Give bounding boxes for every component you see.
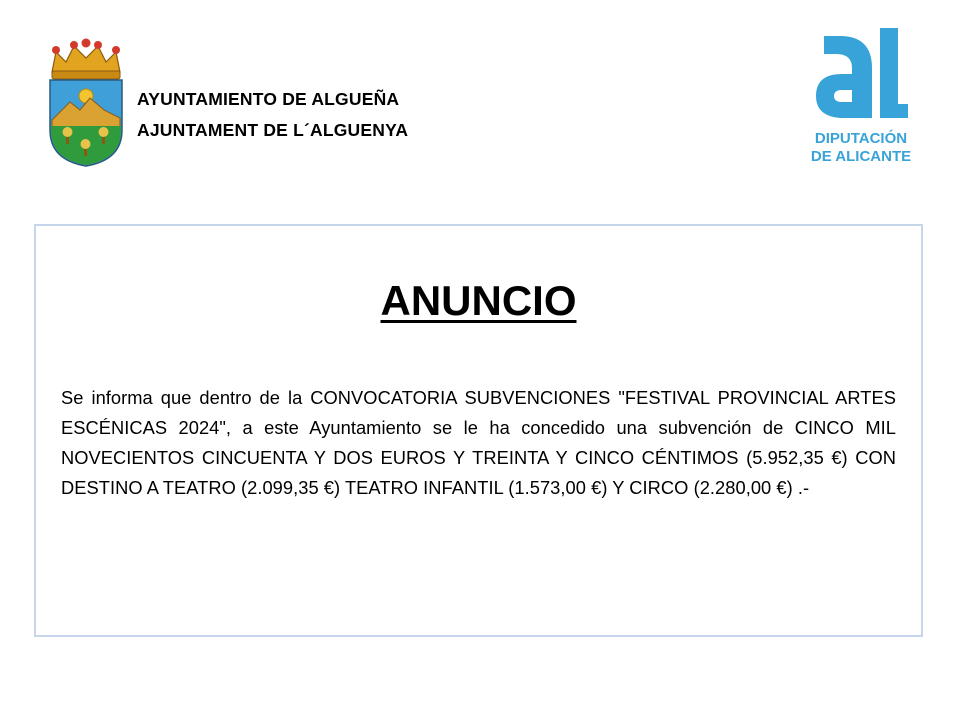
notice-title-text: ANUNCIO bbox=[380, 277, 577, 324]
diputacion-logo-line-2: DE ALICANTE bbox=[810, 148, 912, 165]
diputacion-logo-line-1: DIPUTACIÓN bbox=[814, 130, 908, 147]
municipality-name-valencian: AJUNTAMENT DE L´ALGUENYA bbox=[137, 120, 409, 140]
diputacion-mark-icon bbox=[810, 28, 910, 126]
notice-box bbox=[34, 224, 923, 637]
municipality-name-spanish: AYUNTAMIENTO DE ALGUEÑA bbox=[137, 89, 400, 109]
coat-of-arms-icon bbox=[44, 38, 128, 168]
diputacion-logo-text bbox=[800, 130, 922, 166]
diputacion-alicante-logo bbox=[800, 28, 922, 168]
notice-title bbox=[36, 276, 921, 326]
municipality-name bbox=[137, 84, 408, 146]
notice-body: Se informa que dentro de la CONVOCATORIA SUBVENCIONES "FESTIVAL PROVINCIAL ARTES ESCÉNICAS 2024", a este Ayuntamiento se le ha concedido una subvención de CINCO MIL NOVECIENTOS CINCUENTA Y DOS EUROS Y TREINTA Y CINCO CÉNTIMOS (5.952,35 €) CON DESTINO A TEATRO (2.099,35 €) TEATRO INFANTIL (1.573,00 €) Y CIRCO (2.280,00 €) .- bbox=[61, 387, 896, 498]
